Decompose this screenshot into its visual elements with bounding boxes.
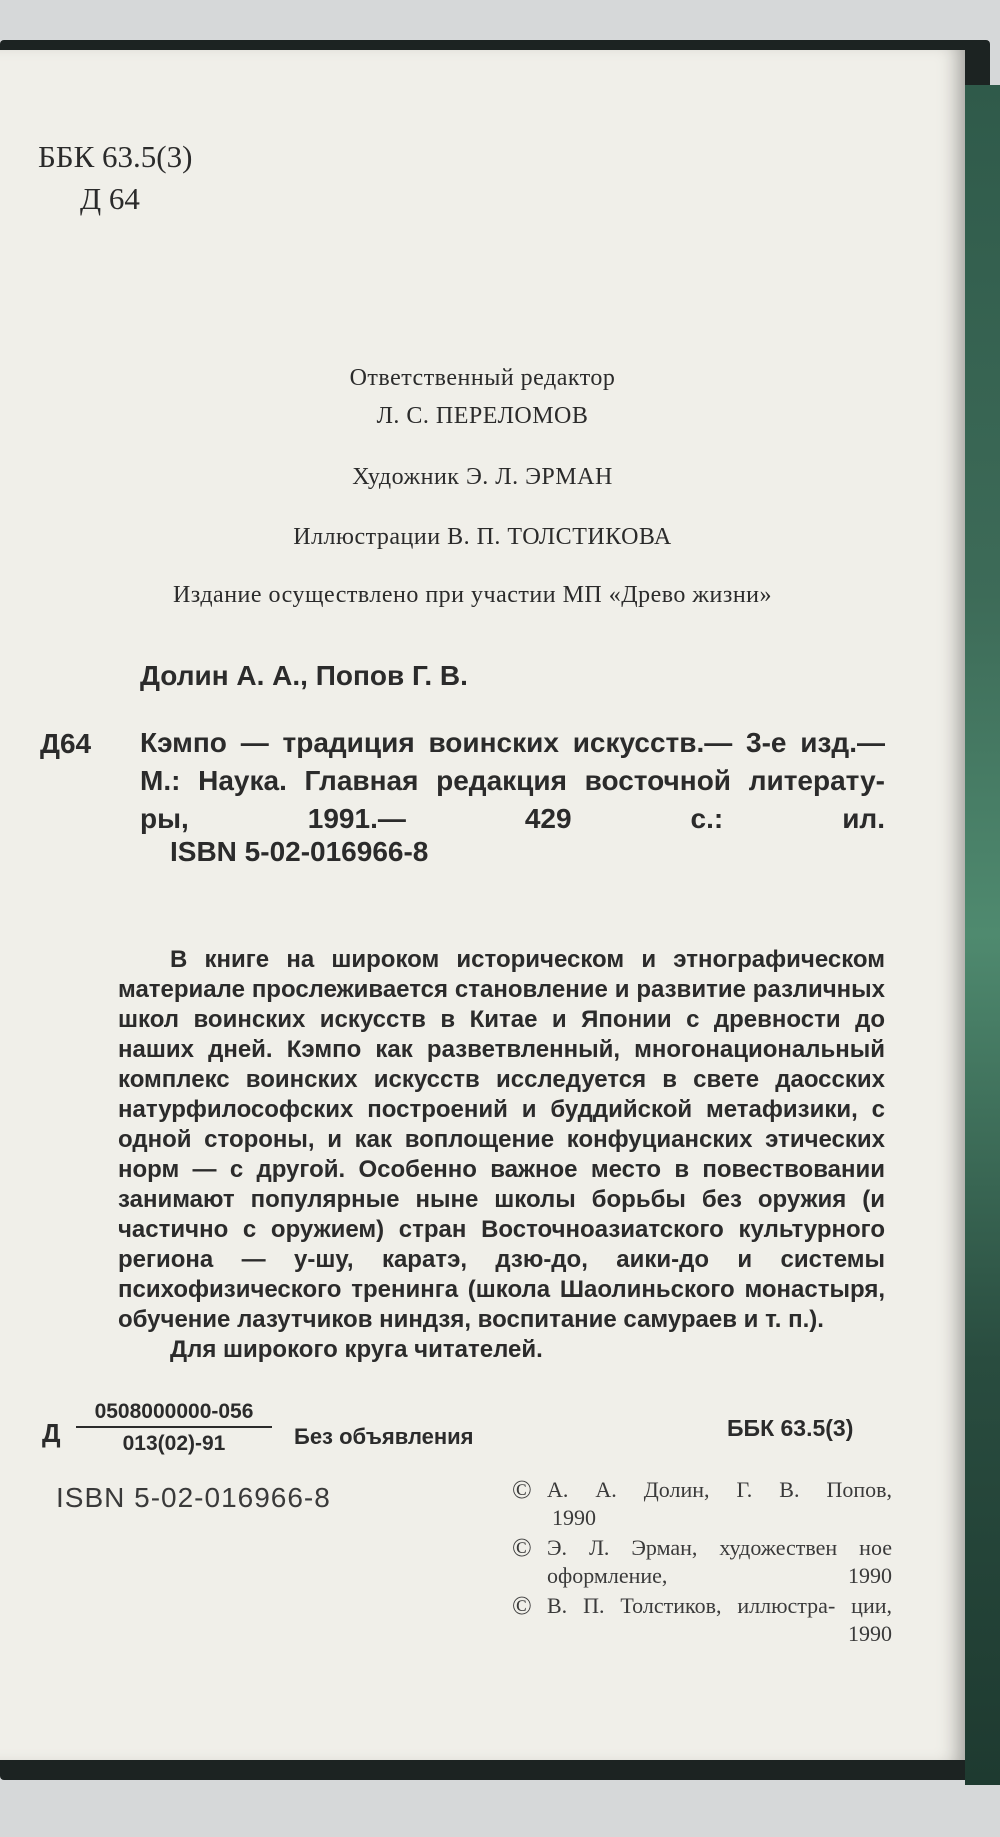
copyright-text: В. П. Толстиков, иллюстра- ции, [547,1593,892,1618]
copyright-text: Э. Л. Эрман, художествен ное оформление, [547,1535,892,1588]
bibliographic-code: Д64 [40,728,92,759]
editor-name: Л. С. ПЕРЕЛОМОВ [376,403,589,429]
annotation [118,945,885,1365]
copyright-year: 1990 [848,1621,892,1646]
copyright-entry [512,1534,892,1590]
bbk-index: ББК 63.5(3) [38,139,193,174]
footer-letter: Д [42,1418,61,1448]
annotation-text: В книге на широком историческом и этнографическом материале прослеживается становление и развитие различных школ воинских искусств в Китае и Японии с древности до наших дней. Кэмпо как разветвленный, многонациональный комплекс воинских искусств исследуется в свете даосских натурфилософских построений и буддийской метафизики, с одной стороны, и как воплощение конфуцианских этических норм — с другой. Особенно важное место в повествовании занимают популярные ныне школы борьбы без оружия (и частично с оружием) стран Восточноазиатского культурного региона — у-шу, каратэ, дзю-до, аики-до и системы психофизического тренинга (школа Шаолиньского монастыря, обучение лазутчиков ниндзя, воспитание самураев и т. п.). [118,946,885,1333]
biblio-line-1: Кэмпо — традиция воинских искусств.— 3-е изд.— [140,727,885,758]
copyright-icon: © [512,1591,532,1620]
bibliographic-description [140,724,885,838]
fraction-numerator: 0508000000-056 [76,1400,272,1428]
copyright-text: А. А. Долин, Г. В. Попов, [547,1477,892,1502]
biblio-line-3: ры, 1991.— 429 с.: ил. [140,803,885,834]
copyright-icon: © [512,1475,532,1504]
copyright-entry [512,1476,892,1532]
author-sign: Д 64 [80,181,140,216]
copyright-year: 1990 [552,1505,596,1530]
editor-role: Ответственный редактор [349,365,616,391]
artist-credit: Художник Э. Л. ЭРМАН [352,464,613,490]
authors: Долин А. А., Попов Г. В. [140,660,468,691]
publication-note: Издание осуществлено при участии МП «Древо жизни» [172,582,773,608]
biblio-line-2: М.: Наука. Главная редакция восточной литерату- [140,765,885,796]
copyright-year: 1990 [848,1563,892,1588]
illustrations-credit: Иллюстрации В. П. ТОЛСТИКОВА [293,524,672,550]
biblio-isbn: ISBN 5-02-016966-8 [170,836,429,867]
adjacent-page-edge [965,85,1000,1785]
audience-note: Для широкого круга читателей. [170,1336,543,1363]
publisher-code-fraction [76,1400,272,1456]
footer-isbn: ISBN 5-02-016966-8 [56,1482,331,1513]
catalog-block [38,136,192,220]
footer-bbk: ББК 63.5(3) [727,1415,854,1441]
no-ads-note: Без объявления [294,1424,474,1449]
copyright-page [0,50,965,1760]
copyright-icon: © [512,1533,532,1562]
copyright-entry [512,1591,892,1646]
fraction-denominator: 013(02)-91 [122,1432,226,1455]
